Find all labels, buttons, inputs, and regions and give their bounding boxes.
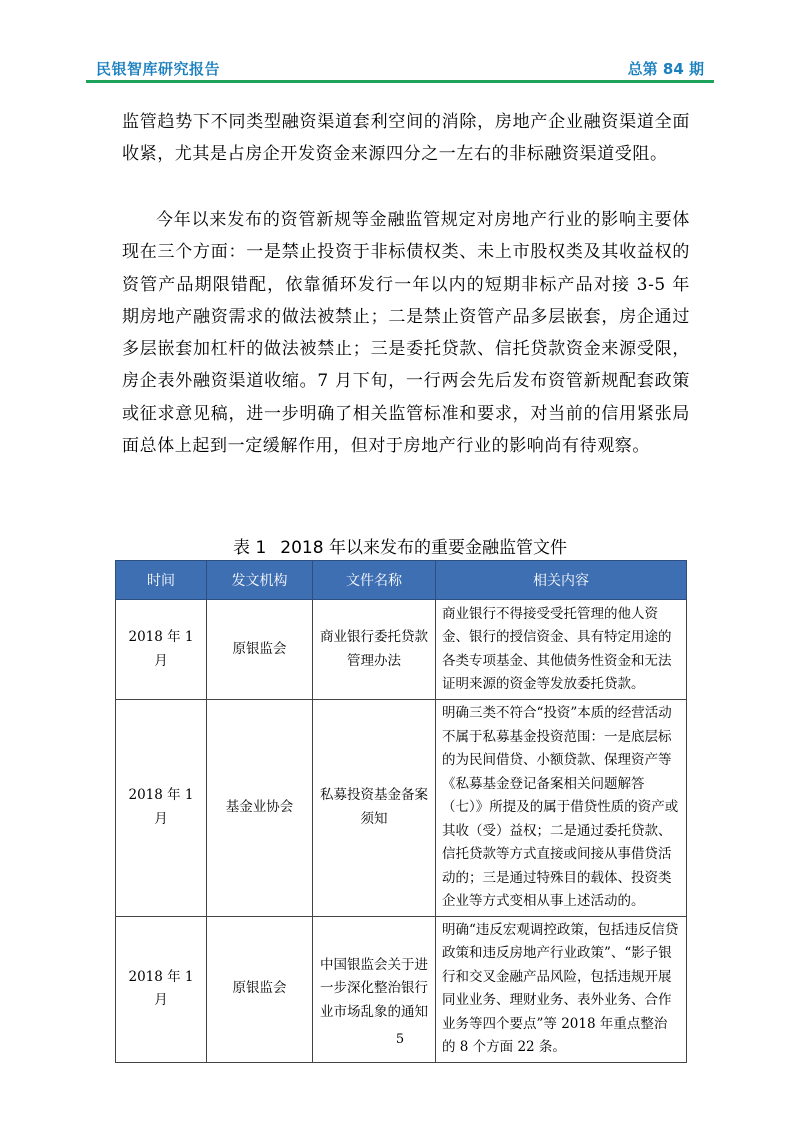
header-agency: 发文机构 [207, 561, 313, 600]
report-name: 民银智库研究报告 [96, 60, 221, 78]
page-number: 5 [395, 1032, 405, 1047]
header-content: 相关内容 [436, 561, 687, 600]
body-paragraph-1: 监管趋势下不同类型融资渠道套利空间的消除，房地产企业融资渠道全面收紧，尤其是占房企开发资金来源四分之一左右的非标融资渠道受阻。 [122, 112, 690, 165]
cell-content: 商业银行不得接受受托管理的他人资金、银行的授信资金、具有特定用途的各类专项基金、其他债务性资金和无法证明来源的资金等发放委托贷款。 [436, 600, 687, 700]
cell-time: 2018 年 1 月 [116, 916, 207, 1062]
cell-content: 明确三类不符合“投资”本质的经营活动不属于私募基金投资范围：一是底层标的为民间借贷、小额贷款、保理资产等《私募基金登记备案相关问题解答（七）》所提及的属于借贷性质的资产或其收（受）益权；二是通过委托贷款、信托贷款等方式直接或间接从事借贷活动的；三是通过特殊目的载体、投资类企业等方式变相从事上述活动的。 [436, 700, 687, 917]
table-caption [0, 533, 800, 558]
cell-time: 2018 年 1 月 [116, 700, 207, 917]
cell-content: 明确“违反宏观调控政策，包括违反信贷政策和违反房地产行业政策”、“影子银行和交叉金融产品风险，包括违规开展同业业务、理财业务、表外业务、合作业务等四个要点”等 2018 年重点整治的 8 个方面 22 条。 [436, 916, 687, 1062]
table-header-row [116, 561, 687, 600]
table-title: 2018 年以来发布的重要金融监管文件 [280, 538, 567, 558]
cell-document: 商业银行委托贷款管理办法 [313, 600, 436, 700]
cell-time: 2018 年 1 月 [116, 600, 207, 700]
header-time: 时间 [116, 561, 207, 600]
cell-agency: 原银监会 [207, 916, 313, 1062]
issue-number: 总第 84 期 [627, 60, 704, 78]
cell-document: 私募投资基金备案须知 [313, 700, 436, 917]
table-number: 表 1 [233, 538, 267, 558]
cell-document: 中国银监会关于进一步深化整治银行业市场乱象的通知 [313, 916, 436, 1062]
cell-agency: 原银监会 [207, 600, 313, 700]
table-row [116, 700, 687, 917]
body-paragraph-2: 今年以来发布的资管新规等金融监管规定对房地产行业的影响主要体现在三个方面：一是禁止投资于非标债权类、未上市股权类及其收益权的资管产品期限错配，依靠循环发行一年以内的短期非标产品对接 3-5 年期房地产融资需求的做法被禁止；二是禁止资管产品多层嵌套，房企通过多层嵌套加杠杆的做法被禁止；三是委托贷款、信托贷款资金来源受限，房企表外融资渠道收缩。7 月下旬，一行两会先后发布资管新规配套政策或征求意见稿，进一步明确了相关监管标准和要求，对当前的信用紧张局面总体上起到一定缓解作用，但对于房地产行业的影响尚有待观察。 [122, 210, 690, 457]
regulation-table [115, 560, 687, 1063]
cell-agency: 基金业协会 [207, 700, 313, 917]
table-row [116, 600, 687, 700]
header-document: 文件名称 [313, 561, 436, 600]
header-divider [86, 80, 714, 83]
